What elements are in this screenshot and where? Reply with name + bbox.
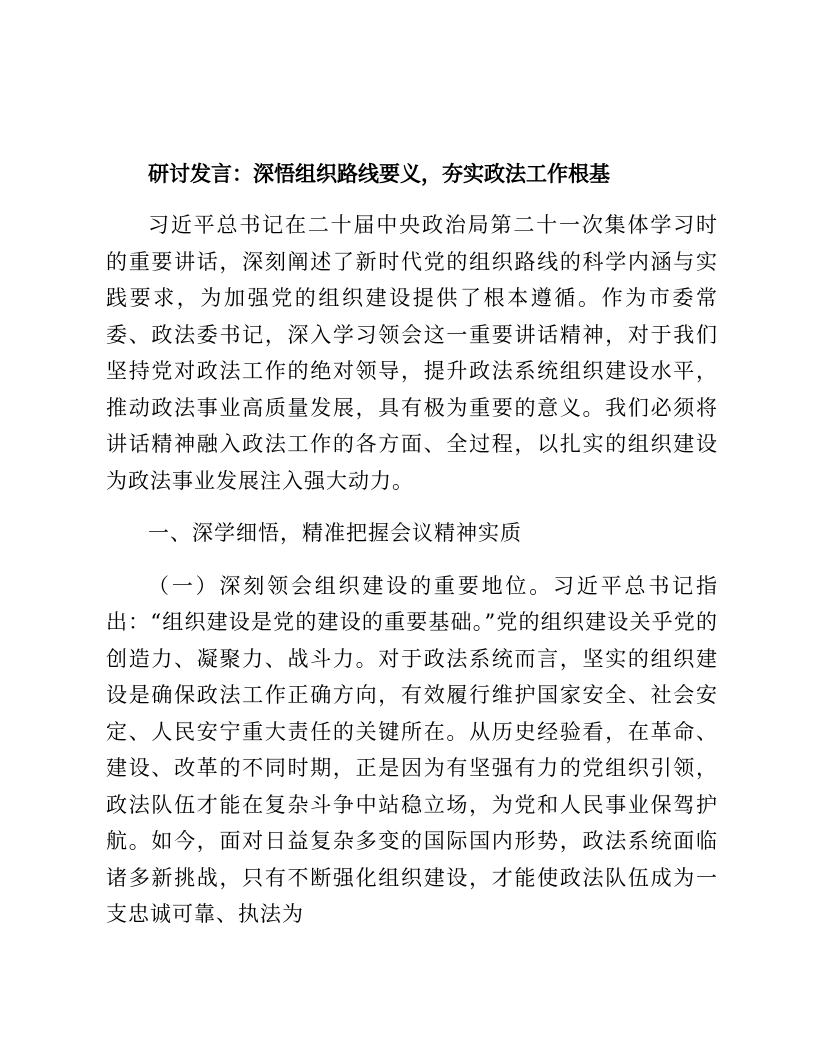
intro-paragraph: 习近平总书记在二十届中央政治局第二十一次集体学习时的重要讲话，深刻阐述了新时代党的组织路线的科学内涵与实践要求，为加强党的组织建设提供了根本遵循。作为市委常委、政法委书记，深入学习领会这一重要讲话精神，对于我们坚持党对政法工作的绝对领导，提升政法系统组织建设水平，推动政法事业高质量发展，具有极为重要的意义。我们必须将讲话精神融入政法工作的各方面、全过程，以扎实的组织建设为政法事业发展注入强大动力。 [106,213,718,493]
section-heading: 一、深学细悟，精准把握会议精神实质 [148,521,522,545]
document-body [106,207,718,949]
document-title: 研讨发言：深悟组织路线要义，夯实政法工作根基 [148,161,610,186]
body-paragraph: （一）深刻领会组织建设的重要地位。习近平总书记指出：“组织建设是党的建设的重要基础。”党的组织建设关乎党的创造力、凝聚力、战斗力。对于政法系统而言，坚实的组织建设是确保政法工作正确方向，有效履行维护国家安全、社会安定、人民安宁重大责任的关键所在。从历史经验看，在革命、建设、改革的不同时期，正是因为有坚强有力的党组织引领，政法队伍才能在复杂斗争中站稳立场，为党和人民事业保驾护航。如今，面对日益复杂多变的国际国内形势，政法系统面临诸多新挑战，只有不断强化组织建设，才能使政法队伍成为一支忠诚可靠、执法为 [106,573,718,926]
